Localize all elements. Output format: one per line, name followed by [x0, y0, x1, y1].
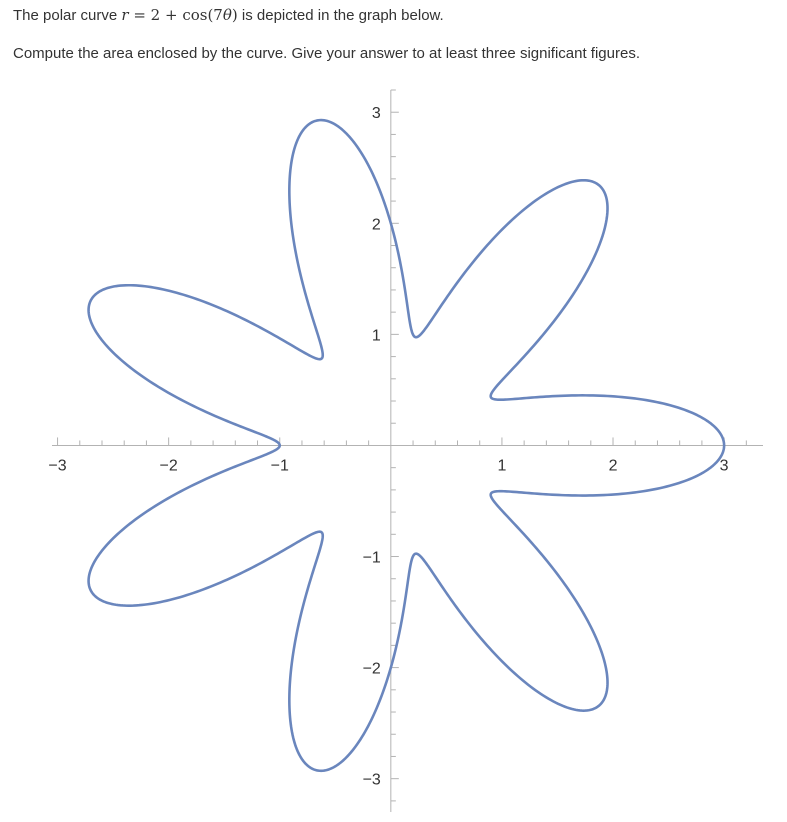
equation-variable: r	[121, 6, 129, 24]
y-tick-label: −2	[362, 660, 381, 678]
question-suffix: is depicted in the graph below.	[237, 7, 444, 24]
x-tick-label: −3	[48, 457, 67, 475]
y-tick-label: −1	[362, 549, 381, 567]
x-tick-label: −2	[159, 457, 178, 475]
tick-labels	[48, 105, 728, 788]
axes	[52, 90, 763, 812]
y-tick-label: 3	[371, 105, 381, 123]
question-line-2: Compute the area enclosed by the curve. Give your answer to at least three significant figures.	[13, 45, 640, 62]
equation-close: )	[231, 6, 238, 24]
y-tick-label: 2	[371, 216, 381, 234]
y-tick-label: −3	[362, 771, 381, 789]
x-tick-label: 2	[608, 457, 618, 475]
equation-theta: θ	[222, 6, 232, 24]
question-prefix: The polar curve	[13, 7, 122, 24]
x-tick-label: 3	[719, 457, 729, 475]
x-tick-label: 1	[497, 457, 507, 475]
equation-body: = 2 + cos(7	[128, 6, 223, 24]
y-tick-label: 1	[371, 327, 381, 345]
x-tick-label: −1	[270, 457, 289, 475]
